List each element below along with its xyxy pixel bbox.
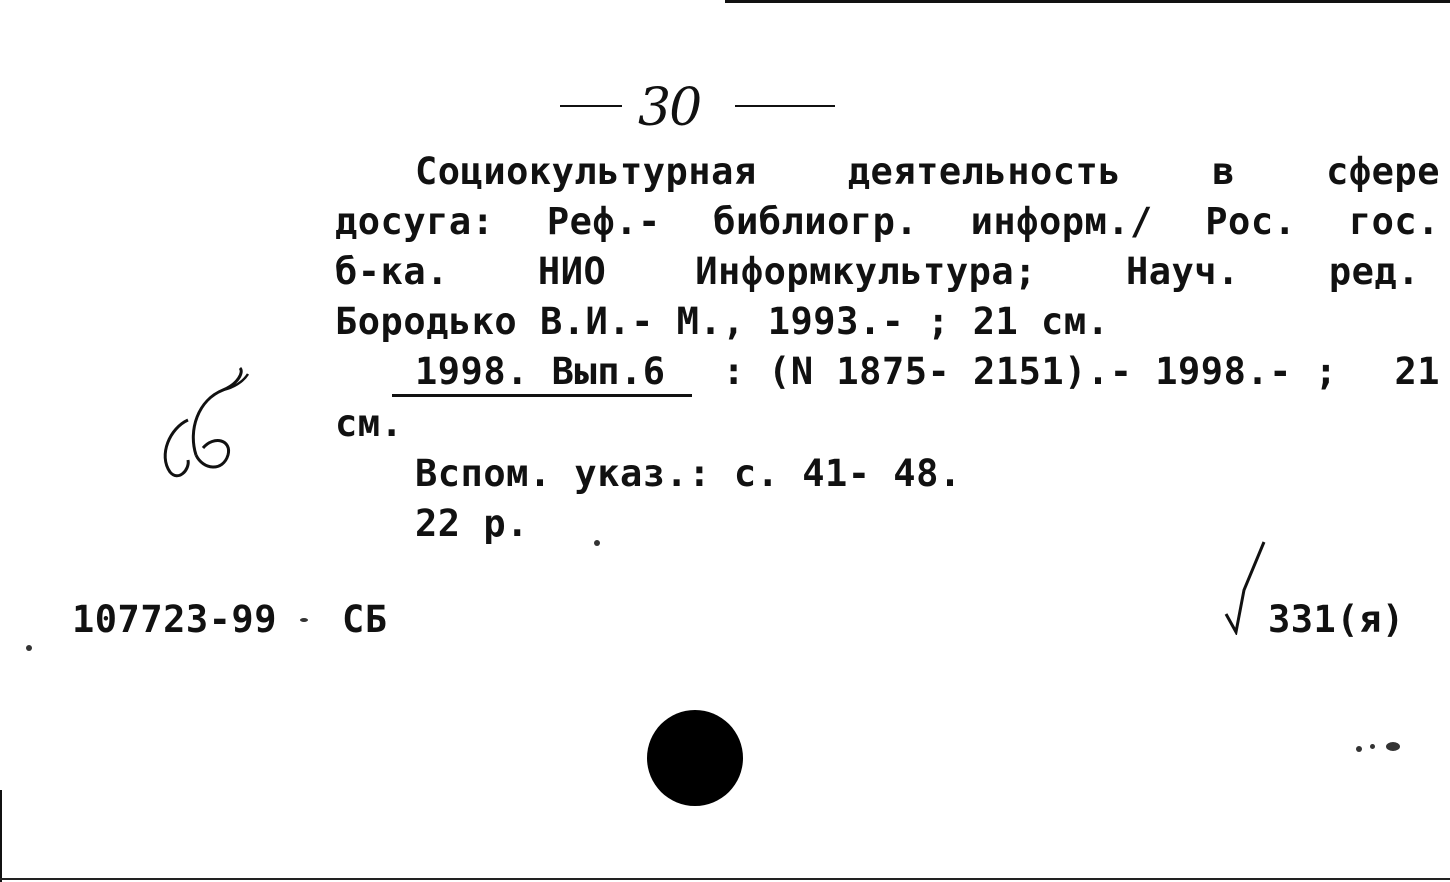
volume-underline bbox=[392, 394, 692, 397]
volume-details: : (N 1875- 2151).- 1998.- ; bbox=[722, 350, 1338, 393]
title-word: Информкультура; bbox=[695, 250, 1037, 293]
title-word: досуга: bbox=[335, 200, 495, 243]
title-word: информ./ bbox=[970, 200, 1153, 243]
page-number-dash-left bbox=[560, 105, 622, 107]
shelf-code: 331(я) bbox=[1268, 598, 1405, 641]
title-word: гос. bbox=[1348, 200, 1440, 243]
scan-edge-left bbox=[0, 790, 2, 882]
scan-speck bbox=[26, 645, 32, 651]
volume-line bbox=[415, 348, 1440, 396]
title-word: деятельность bbox=[847, 150, 1122, 193]
title-word: б-ка. bbox=[335, 250, 449, 293]
volume-underlined: 1998. Вып.6 bbox=[415, 350, 666, 393]
title-word: сфере bbox=[1326, 150, 1440, 193]
title-word: НИО bbox=[537, 250, 607, 293]
handwritten-cb-mark bbox=[148, 360, 258, 490]
scan-speck bbox=[300, 618, 308, 622]
volume-size: 21 bbox=[1394, 350, 1440, 393]
scan-edge-top bbox=[725, 0, 1450, 3]
page-number-text: 30 bbox=[638, 78, 701, 138]
title-word: библиогр. bbox=[713, 200, 919, 243]
title-word: Рос. bbox=[1205, 200, 1297, 243]
page-number bbox=[560, 78, 840, 138]
collection-mark: СБ bbox=[342, 598, 388, 641]
scan-edge-bottom bbox=[0, 878, 1450, 880]
volume-line-2: см. bbox=[335, 402, 404, 445]
title-line-3 bbox=[335, 248, 1420, 296]
title-word: Реф.- bbox=[546, 200, 661, 243]
title-line-1 bbox=[415, 148, 1440, 196]
title-line-4: Бородько В.И.- М., 1993.- ; 21 см. bbox=[335, 300, 1110, 343]
title-word: Науч. bbox=[1125, 250, 1240, 293]
price: 22 р. bbox=[415, 502, 529, 545]
page-number-dash-right bbox=[735, 105, 835, 107]
scan-speck bbox=[1386, 742, 1400, 751]
inventory-number: 107723-99 bbox=[72, 598, 277, 641]
scan-speck bbox=[1370, 744, 1375, 749]
punch-hole bbox=[647, 710, 743, 806]
title-word: ред. bbox=[1328, 250, 1420, 293]
scan-speck bbox=[1356, 746, 1362, 752]
title-word: Социокультурная bbox=[415, 150, 757, 193]
scan-speck bbox=[594, 540, 600, 546]
title-word: в bbox=[1212, 150, 1235, 193]
index-note: Вспом. указ.: с. 41- 48. bbox=[415, 452, 962, 495]
title-line-2 bbox=[335, 198, 1440, 246]
